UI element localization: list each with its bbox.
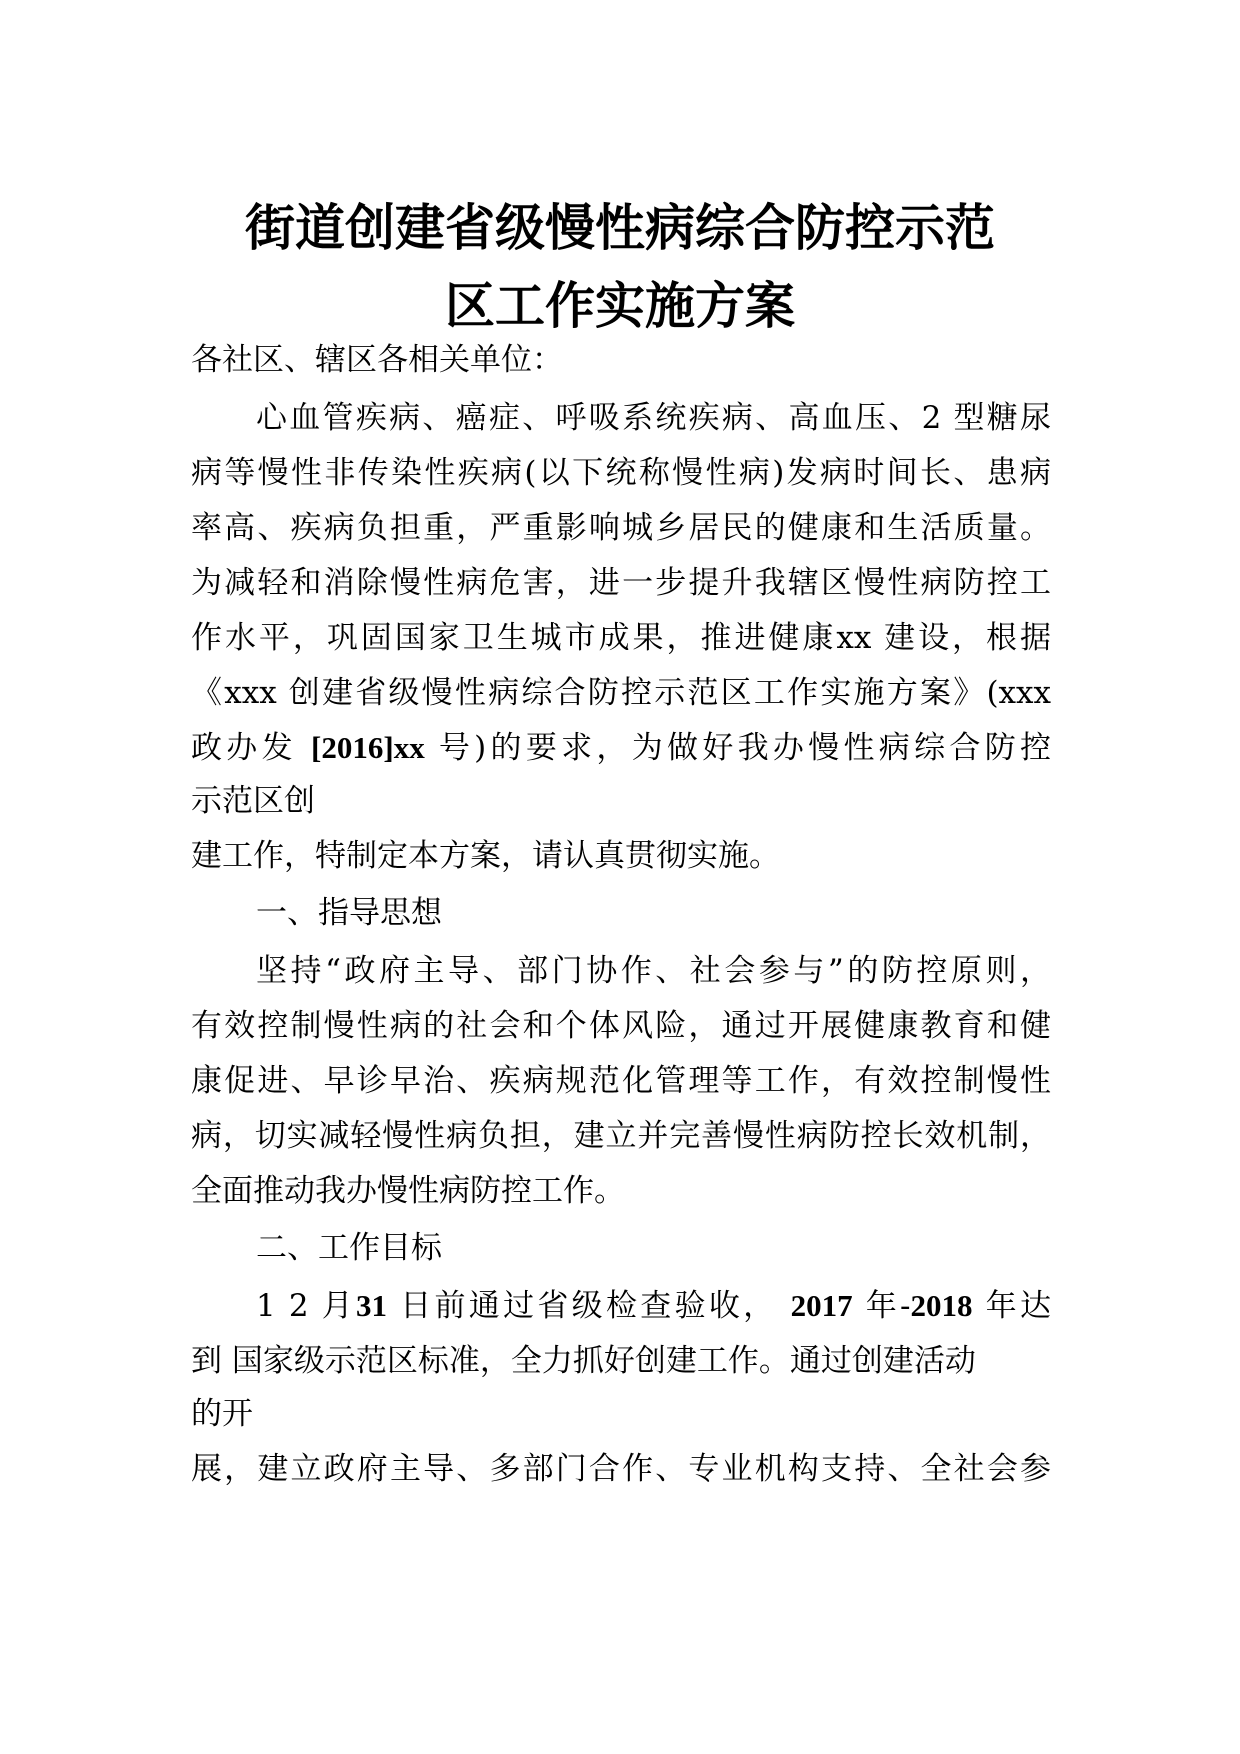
section-heading: 二、工作目标 <box>256 1230 442 1266</box>
document-number-bold: [2016]xx <box>311 730 425 765</box>
text-run: 号)的要求，为做好我办慢性病综合防控 <box>424 730 1051 766</box>
paragraph-line: 示范区创 <box>191 783 315 819</box>
text-run: 年达 <box>972 1288 1051 1324</box>
paragraph-line: 到 国家级示范区标准，全力抓好创建工作。通过创建活动 <box>191 1343 976 1379</box>
paragraph-line: 作水平，巩固国家卫生城市成果，推进健康xx 建设，根据 <box>191 620 1051 656</box>
date-bold: 31 <box>356 1288 388 1323</box>
paragraph-line: 康促进、早诊早治、疾病规范化管理等工作，有效控制慢性 <box>191 1063 1051 1099</box>
paragraph-line: 全面推动我办慢性病防控工作。 <box>191 1173 625 1209</box>
paragraph-line: 病等慢性非传染性疾病(以下统称慢性病)发病时间长、患病 <box>191 455 1051 491</box>
paragraph-line <box>256 1286 1051 1326</box>
section-heading: 一、指导思想 <box>256 895 442 931</box>
text-run: 政办发 <box>191 730 312 766</box>
paragraph-line: 率高、疾病负担重，严重影响城乡居民的健康和生活质量。 <box>191 510 1051 546</box>
text-run: 年- <box>852 1288 911 1324</box>
paragraph-line: 的开 <box>191 1396 253 1432</box>
text-run: 1 2 月 <box>256 1288 357 1324</box>
document-title-line-1: 街道创建省级慢性病综合防控示范 <box>245 199 995 257</box>
year-bold: 2017 <box>790 1288 853 1323</box>
text-run: 日前通过省级检查验收， <box>387 1288 791 1324</box>
year-bold: 2018 <box>910 1288 973 1323</box>
paragraph-line: 《xxx 创建省级慢性病综合防控示范区工作实施方案》(xxx <box>191 675 1051 711</box>
paragraph-line: 有效控制慢性病的社会和个体风险，通过开展健康教育和健 <box>191 1008 1051 1044</box>
document-title-line-2: 区工作实施方案 <box>445 277 795 335</box>
paragraph-line <box>191 728 1051 768</box>
paragraph-line: 展，建立政府主导、多部门合作、专业机构支持、全社会参 <box>191 1451 1051 1487</box>
paragraph-line: 坚持“政府主导、部门协作、社会参与”的防控原则， <box>256 953 1051 989</box>
paragraph-line: 病，切实减轻慢性病负担，建立并完善慢性病防控长效机制， <box>191 1118 1051 1154</box>
salutation: 各社区、辖区各相关单位： <box>191 342 563 378</box>
paragraph-line: 为减轻和消除慢性病危害，进一步提升我辖区慢性病防控工 <box>191 565 1051 601</box>
paragraph-line: 建工作，特制定本方案，请认真贯彻实施。 <box>191 838 780 874</box>
paragraph-line: 心血管疾病、癌症、呼吸系统疾病、高血压、2 型糖尿 <box>256 400 1051 436</box>
